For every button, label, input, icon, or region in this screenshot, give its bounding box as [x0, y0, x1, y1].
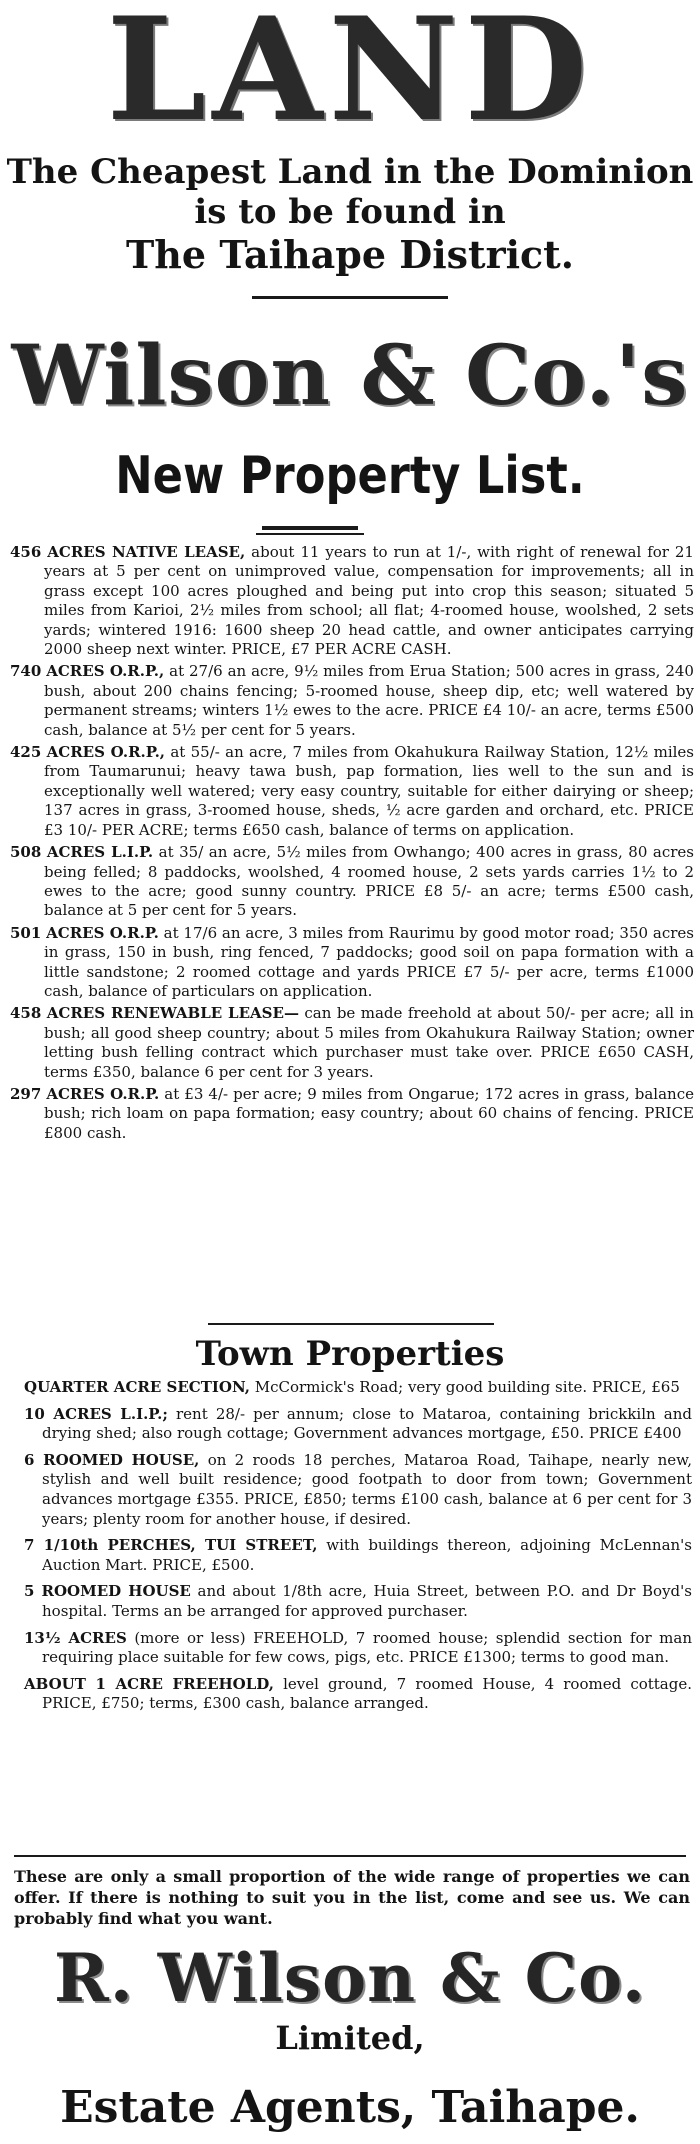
listing-item: 508 ACRES L.I.P. at 35/ an acre, 5½ miles from Owhango; 400 acres in grass, 80 acres being felled; 8 paddocks, woolshed, 4 roomed house, 2 sets yards carries 1½ to 2 ewes to the acre; good sunny country. PRICE £8 5/- an acre; terms £500 cash, balance at 5 per cent for 5 years. [10, 843, 694, 920]
firm-description: Estate Agents, Taihape. [60, 2082, 640, 2133]
property-list-title: New Property List. [115, 446, 585, 506]
closing-note: These are only a small proportion of the wide range of properties we can offer. If there is nothing to suit you in the list, come and see us. We can probably find what you want. [14, 1867, 690, 1928]
divider-rule [252, 296, 448, 299]
firm-name: R. Wilson & Co. [54, 1939, 646, 2017]
listing-item: 458 ACRES RENEWABLE LEASE— can be made freehold at about 50/- per acre; all in bush; all good sheep country; about 5 miles from Okahukura Railway Station; owner letting bush felling contract which purchaser must take over. PRICE £650 CASH, terms £350, balance 6 per cent for 3 years. [10, 1004, 694, 1081]
tagline-line-1: The Cheapest Land in the Dominion [6, 152, 694, 192]
town-item: 7 1/10th PERCHES, TUI STREET, with buildings thereon, adjoining McLennan's Auction Mart. PRICE, £500. [24, 1536, 692, 1574]
town-item: 6 ROOMED HOUSE, on 2 roods 18 perches, Mataroa Road, Taihape, nearly new, stylish and well built residence; good footpath to door from town; Government advances mortgage £355. PRICE, £850; terms £100 cash, balance at 6 per cent for 3 years; plenty room for another house, if desired. [24, 1450, 692, 1528]
country-listings [6, 543, 694, 1146]
firm-limited: Limited, [275, 2019, 425, 2057]
section-divider [208, 1323, 494, 1325]
divider-rule-small-2 [256, 533, 364, 535]
listing-item: 297 ACRES O.R.P. at £3 4/- per acre; 9 miles from Ongarue; 172 acres in grass, balance bush; rich loam on papa formation; easy country; about 60 chains of fencing. PRICE £800 cash. [10, 1084, 694, 1142]
town-item: 13½ ACRES (more or less) FREEHOLD, 7 roomed house; splendid section for man requiring place suitable for few cows, pigs, etc. PRICE £1300; terms to good man. [24, 1628, 692, 1667]
listing-item: 501 ACRES O.R.P. at 17/6 an acre, 3 miles from Raurimu by good motor road; 350 acres in grass, 150 in bush, ring fenced, 7 paddocks; good soil on papa formation with a little sandstone; 2 roomed cottage and yards PRICE £7 5/- per acre, terms £1000 cash, balance of particulars on application. [10, 923, 694, 1000]
listing-item: 425 ACRES O.R.P., at 55/- an acre, 7 miles from Okahukura Railway Station, 12½ miles from Taumarunui; heavy tawa bush, pap formation, lies well to the sun and is exceptionally well watered; very easy country, suitable for either dairying or sheep; 137 acres in grass, 3-roomed house, sheds, ½ acre garden and orchard, etc. PRICE £3 10/- PER ACRE; terms £650 cash, balance of terms on application. [10, 743, 694, 839]
tagline [0, 152, 700, 232]
tagline-line-2: is to be found in [194, 192, 506, 232]
company-name: Wilson & Co.'s [11, 328, 689, 424]
town-item: 10 ACRES L.I.P.; rent 28/- per annum; close to Mataroa, containing brickkiln and drying shed; also rough cottage; Government advances mortgage, £50. PRICE £400 [24, 1404, 692, 1443]
town-item: QUARTER ACRE SECTION, McCormick's Road; very good building site. PRICE, £65 [24, 1378, 680, 1396]
land-headline: LAND [106, 0, 594, 153]
town-listings [12, 1378, 692, 1721]
town-item: 5 ROOMED HOUSE and about 1/8th acre, Huia Street, between P.O. and Dr Boyd's hospital. Terms an be arranged for approved purchaser. [24, 1582, 692, 1620]
town-properties-heading: Town Properties [195, 1334, 505, 1374]
divider-rule-small [262, 526, 358, 530]
listing-item: 456 ACRES NATIVE LEASE, about 11 years to run at 1/-, with right of renewal for 21 years at 5 per cent on unimproved value, compensation for improvements; all in grass except 100 acres ploughed and being put into crop this season; situated 5 miles from Karioi, 2½ miles from school; all flat; 4-roomed house, woolshed, 2 sets yards; wintered 1916: 1600 sheep 20 head cattle, and owner anticipates carrying 2000 sheep next winter. PRICE, £7 PER ACRE CASH. [10, 543, 694, 659]
note-divider [14, 1855, 686, 1857]
town-item: ABOUT 1 ACRE FREEHOLD, level ground, 7 roomed House, 4 roomed cottage. PRICE, £750; terms, £300 cash, balance arranged. [24, 1674, 692, 1713]
district-line: The Taihape District. [126, 232, 574, 277]
listing-item: 740 ACRES O.R.P., at 27/6 an acre, 9½ miles from Erua Station; 500 acres in grass, 240 bush, about 200 chains fencing; 5-roomed house, sheep dip, etc; well watered by permanent streams; winters 1½ ewes to the acre. PRICE £4 10/- an acre, terms £500 cash, balance at 5½ per cent for 5 years. [10, 662, 694, 739]
